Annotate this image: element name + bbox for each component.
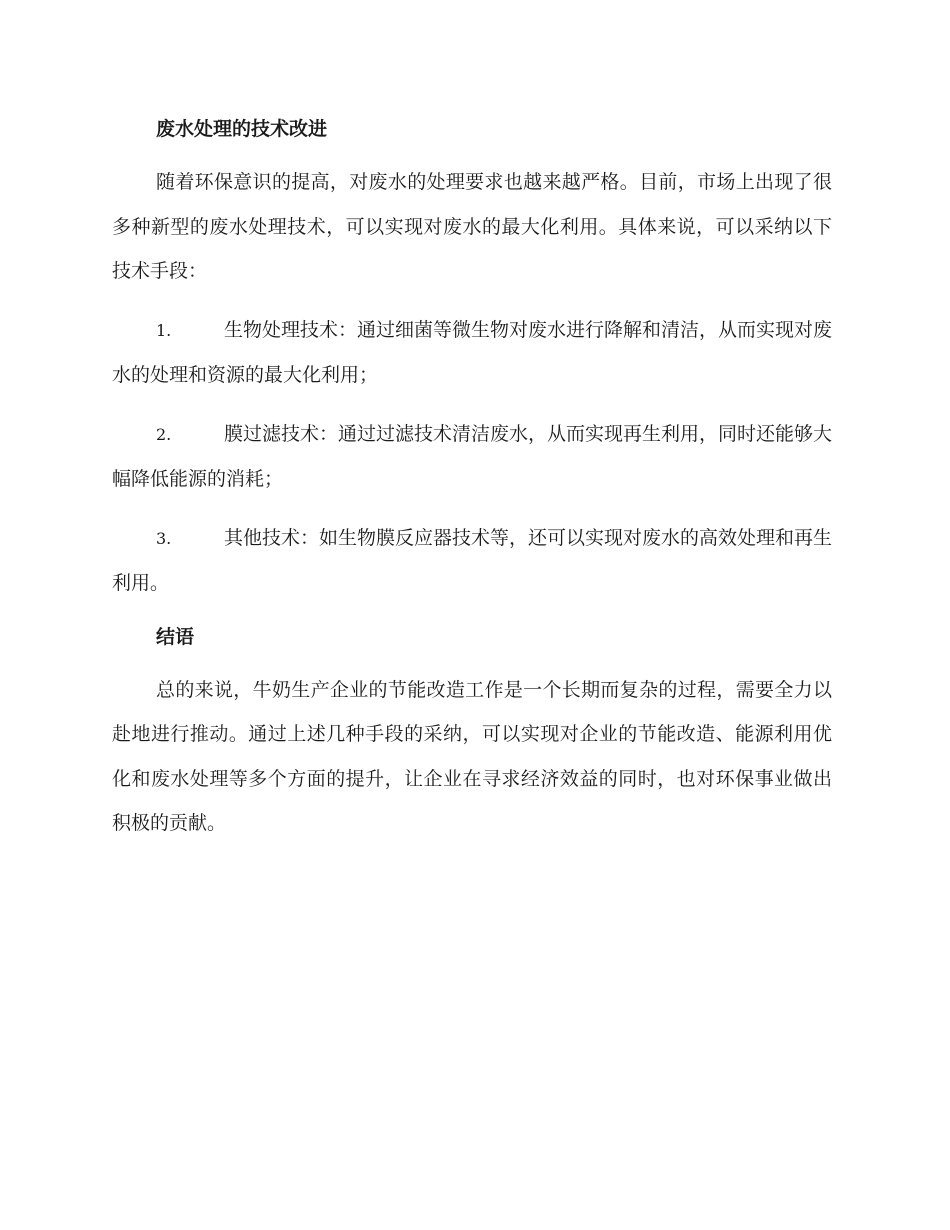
section-heading-wastewater: 废水处理的技术改进 (156, 118, 328, 140)
document-page (112, 112, 832, 846)
section-heading-conclusion: 结语 (156, 625, 195, 648)
intro-paragraph: 随着环保意识的提高，对废水的处理要求也越来越严格。目前，市场上出现了很多种新型的废水处理技术，可以实现对废水的最大化利用。具体来说，可以采纳以下技术手段： (112, 171, 832, 282)
list-number-2: 2. (156, 424, 172, 444)
list-text-3: 其他技术：如生物膜反应器技术等，还可以实现对废水的高效处理和再生利用。 (112, 526, 833, 594)
list-text-2: 膜过滤技术：通过过滤技术清洁废水，从而实现再生利用，同时还能够大幅降低能源的消耗； (112, 422, 833, 490)
list-number-3: 3. (156, 528, 172, 548)
list-item-2 (112, 412, 832, 502)
list-text-1: 生物处理技术：通过细菌等微生物对废水进行降解和清洁，从而实现对废水的处理和资源的最大化利用； (112, 318, 833, 386)
conclusion-paragraph: 总的来说，牛奶生产企业的节能改造工作是一个长期而复杂的过程，需要全力以赴地进行推动。通过上述几种手段的采纳，可以实现对企业的节能改造、能源利用优化和废水处理等多个方面的提升，让企业在寻求经济效益的同时，也对环保事业做出积极的贡献。 (112, 678, 832, 834)
list-item-1 (112, 308, 832, 398)
list-item-3 (112, 516, 832, 606)
list-number-1: 1. (156, 320, 172, 340)
